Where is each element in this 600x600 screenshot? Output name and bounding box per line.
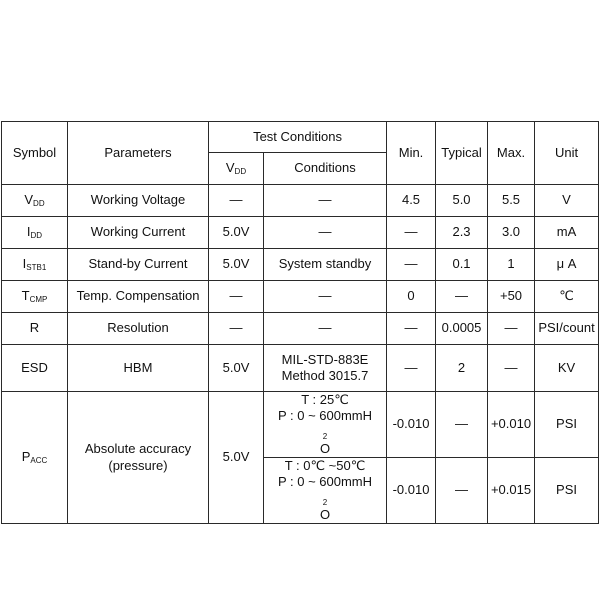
max-cell: +0.015: [488, 458, 535, 524]
max-cell: —: [488, 313, 535, 345]
unit-cell: PSI/count: [535, 313, 599, 345]
parameter-line: Absolute accuracy: [84, 441, 192, 457]
symbol-cell: R: [2, 313, 68, 345]
typical-cell: 2: [436, 345, 488, 392]
parameter-cell: Working Voltage: [68, 185, 209, 217]
max-cell: 5.5: [488, 185, 535, 217]
typical-cell: 0.1: [436, 249, 488, 281]
max-cell: +0.010: [488, 392, 535, 458]
unit-cell: KV: [535, 345, 599, 392]
col-header-parameters: Parameters: [68, 122, 209, 185]
typical-cell: 2.3: [436, 217, 488, 249]
vdd-cell: —: [209, 281, 264, 313]
table-row: [2, 345, 599, 392]
min-cell: —: [387, 345, 436, 392]
min-cell: —: [387, 217, 436, 249]
unit-cell: μ A: [535, 249, 599, 281]
condition-cell: [264, 458, 387, 524]
unit-cell: PSI: [535, 392, 599, 458]
parameter-cell: Stand-by Current: [68, 249, 209, 281]
condition-cell: [264, 392, 387, 458]
symbol-cell: $I_{STB1}$: [2, 249, 68, 281]
col-header-unit: Unit: [535, 122, 599, 185]
max-cell: —: [488, 345, 535, 392]
typical-cell: —: [436, 392, 488, 458]
max-cell: 3.0: [488, 217, 535, 249]
vdd-cell: 5.0V: [209, 217, 264, 249]
min-cell: 4.5: [387, 185, 436, 217]
typical-cell: —: [436, 281, 488, 313]
table-row: [2, 281, 599, 313]
table-row: [2, 313, 599, 345]
condition-cell: —: [264, 281, 387, 313]
condition-line: P : 0 ~ 600mmH $_2$ O: [277, 474, 373, 522]
condition-line: MIL-STD-883E: [281, 351, 369, 367]
min-cell: 0: [387, 281, 436, 313]
min-cell: —: [387, 249, 436, 281]
col-header-symbol: Symbol: [2, 122, 68, 185]
max-cell: +50: [488, 281, 535, 313]
col-header-typical: Typical: [436, 122, 488, 185]
condition-cell: —: [264, 217, 387, 249]
header-row-1: [2, 122, 599, 153]
condition-line: T : 25℃: [301, 392, 349, 407]
spec-table: [1, 121, 599, 524]
table-row: [2, 392, 599, 458]
symbol-cell: $P_{ACC}$: [2, 392, 68, 524]
parameter-cell: Working Current: [68, 217, 209, 249]
parameter-cell: Resolution: [68, 313, 209, 345]
condition-line: P : 0 ~ 600mmH $_2$ O: [277, 408, 373, 456]
symbol-cell: $V_{DD}$: [2, 185, 68, 217]
parameter-line: (pressure): [108, 457, 168, 473]
vdd-cell: 5.0V: [209, 345, 264, 392]
parameter-cell: HBM: [68, 345, 209, 392]
table-row: [2, 249, 599, 281]
max-cell: 1: [488, 249, 535, 281]
typical-cell: —: [436, 458, 488, 524]
unit-cell: mA: [535, 217, 599, 249]
vdd-cell: —: [209, 313, 264, 345]
condition-cell: —: [264, 185, 387, 217]
table-row: [2, 185, 599, 217]
col-header-max: Max.: [488, 122, 535, 185]
symbol-cell: $I_{DD}$: [2, 217, 68, 249]
typical-cell: 0.0005: [436, 313, 488, 345]
symbol-cell: ESD: [2, 345, 68, 392]
min-cell: —: [387, 313, 436, 345]
unit-cell: V: [535, 185, 599, 217]
min-cell: -0.010: [387, 392, 436, 458]
condition-cell: [264, 345, 387, 392]
condition-line: Method 3015.7: [281, 368, 369, 383]
condition-cell: —: [264, 313, 387, 345]
vdd-cell: —: [209, 185, 264, 217]
table-row: [2, 217, 599, 249]
vdd-cell: 5.0V: [209, 249, 264, 281]
parameter-cell: [68, 392, 209, 524]
unit-cell: ℃: [535, 281, 599, 313]
min-cell: -0.010: [387, 458, 436, 524]
symbol-cell: $T_{CMP}$: [2, 281, 68, 313]
condition-line: T : 0℃ ~50℃: [284, 458, 366, 473]
typical-cell: 5.0: [436, 185, 488, 217]
parameter-cell: Temp. Compensation: [68, 281, 209, 313]
col-header-conditions: Conditions: [264, 153, 387, 185]
condition-cell: System standby: [264, 249, 387, 281]
col-header-min: Min.: [387, 122, 436, 185]
vdd-cell: 5.0V: [209, 392, 264, 524]
unit-cell: PSI: [535, 458, 599, 524]
col-header-test-conditions: Test Conditions: [209, 122, 387, 153]
col-header-vdd: $V_{DD}$: [209, 153, 264, 185]
